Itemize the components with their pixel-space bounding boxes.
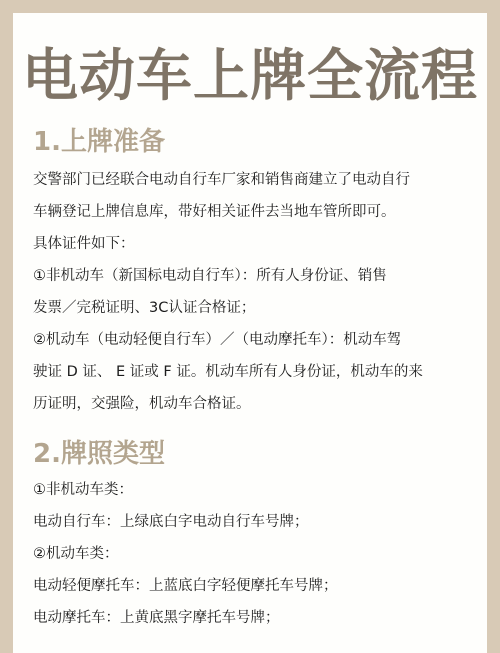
page-title: 电动车上牌全流程 — [22, 44, 478, 109]
text-line: 交警部门已经联合电动自行车厂家和销售商建立了电动自行 — [33, 172, 410, 188]
text-line: 电动摩托车：上黄底黑字摩托车号牌； — [33, 610, 280, 626]
content-card — [13, 13, 487, 653]
text-line: 电动轻便摩托车：上蓝底白字轻便摩托车号牌； — [33, 578, 338, 594]
section-heading-plate-types: 2.牌照类型 — [33, 439, 165, 469]
text-line: ②机动车（电动轻便自行车）／（电动摩托车）：机动车驾 — [33, 332, 402, 348]
text-line: ②机动车类： — [33, 546, 119, 562]
text-line: 具体证件如下： — [33, 236, 135, 252]
text-line: 车辆登记上牌信息库，带好相关证件去当地车管所即可。 — [33, 204, 396, 220]
section-heading-preparation: 1.上牌准备 — [33, 127, 165, 157]
text-line: 电动自行车：上绿底白字电动自行车号牌； — [33, 514, 309, 530]
text-line: 驶证 D 证、 E 证或 F 证。机动车所有人身份证，机动车的来 — [33, 364, 423, 380]
text-line: 历证明，交强险，机动车合格证。 — [33, 396, 251, 412]
text-line: ①非机动车类： — [33, 482, 133, 498]
text-line: ①非机动车（新国标电动自行车）：所有人身份证、销售 — [33, 268, 387, 284]
text-line: 发票／完税证明、3C认证合格证； — [33, 300, 256, 316]
